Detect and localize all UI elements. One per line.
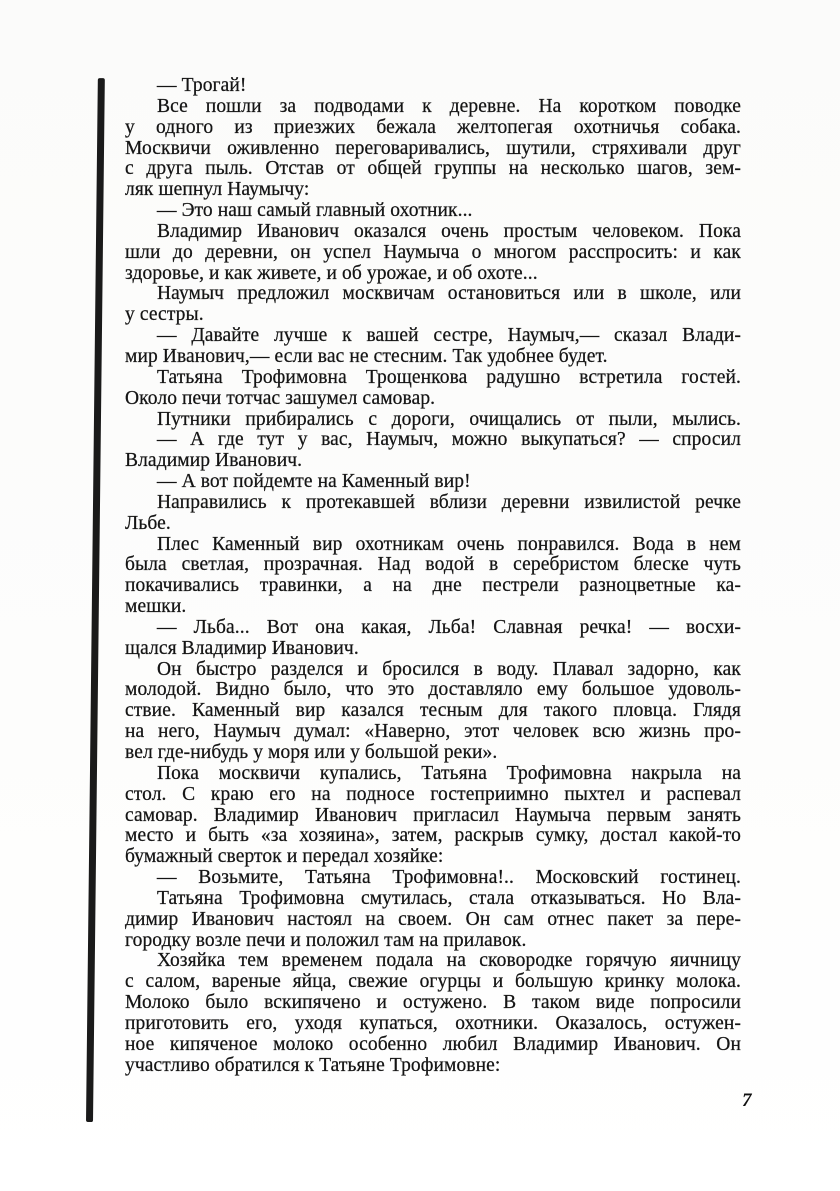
text-line: Плес Каменный вир охотникам очень понравился. Вода в нем	[157, 533, 741, 555]
text-line: Хозяйка тем временем подала на сковородке горячую яичницу	[157, 950, 741, 972]
text-line: Около печи тотчас зашумел самовар.	[125, 387, 436, 409]
text-line: у одного из приезжих бежала желтопегая охотничья собака.	[125, 116, 741, 138]
text-line: ляк шепнул Наумычу:	[125, 179, 310, 201]
text-line: Татьяна Трофимовна смутилась, стала отказываться. Но Вла-	[157, 887, 741, 909]
text-line: молодой. Видно было, что это доставляло ему большое удоволь-	[125, 679, 741, 701]
text-line: шли до деревни, он успел Наумыча о многом расспросить: и как	[125, 241, 741, 263]
text-line: Пока москвичи купались, Татьяна Трофимовна накрыла на	[157, 762, 741, 784]
text-line: — А вот пойдемте на Каменный вир!	[157, 471, 471, 493]
text-line: здоровье, и как живете, и об урожае, и об охоте...	[125, 262, 538, 284]
text-line: Москвичи оживленно переговаривались, шутили, стряхивали друг	[125, 137, 741, 159]
text-line: с салом, вареные яйца, свежие огурцы и большую кринку молока.	[125, 971, 741, 993]
text-line: Направились к протекавшей вблизи деревни извилистой речке	[157, 491, 741, 513]
text-line: — А где тут у вас, Наумыч, можно выкупаться? — спросил	[157, 429, 741, 451]
text-line: приготовить его, уходя купаться, охотники. Оказалось, остужен-	[125, 1012, 741, 1034]
text-line: на него, Наумыч думал: «Наверно, этот человек всю жизнь про-	[125, 721, 741, 743]
text-line: мешки.	[125, 596, 187, 618]
text-line: Наумыч предложил москвичам остановиться или в школе, или	[157, 283, 741, 305]
text-line: Льбе.	[125, 512, 171, 534]
text-line: стол. С краю его на подносе гостеприимно пыхтел и распевал	[125, 783, 741, 805]
page-text	[125, 76, 741, 1077]
text-line: Все пошли за подводами к деревне. На коротком поводке	[157, 95, 741, 117]
text-line: Владимир Иванович.	[125, 450, 303, 472]
text-line: — Давайте лучше к вашей сестре, Наумыч,— сказал Влади-	[157, 325, 741, 347]
text-line: городку возле печи и положил там на прилавок.	[125, 929, 527, 951]
text-line: Он быстро разделся и бросился в воду. Плавал задорно, как	[157, 658, 741, 680]
text-line: ствие. Каменный вир казался тесным для такого пловца. Глядя	[125, 700, 741, 722]
text-line: самовар. Владимир Иванович пригласил Наумыча первым занять	[125, 804, 741, 826]
text-line: вел где-нибудь у моря или у большой реки».	[125, 742, 498, 763]
text-line: у сестры.	[125, 304, 204, 326]
scan-gutter-line	[86, 78, 105, 1122]
text-line: ное кипяченое молоко особенно любил Владимир Иванович. Он	[125, 1033, 741, 1055]
text-line: была светлая, прозрачная. Над водой в серебристом блеске чуть	[125, 554, 741, 576]
text-line: покачивались травинки, а на дне пестрели разноцветные ка-	[125, 575, 741, 597]
text-line: димир Иванович настоял на своем. Он сам отнес пакет за пере-	[125, 908, 741, 930]
text-line: место и быть «за хозяина», затем, раскрыв сумку, достал какой-то	[125, 825, 741, 847]
text-line: участливо обратился к Татьяне Трофимовне:	[125, 1054, 501, 1076]
text-line: Татьяна Трофимовна Трощенкова радушно встретила гостей.	[157, 366, 741, 388]
text-line: Молоко было вскипячено и остужено. В таком виде попросили	[125, 992, 741, 1014]
text-line: Путники прибирались с дороги, очищались от пыли, мылись.	[157, 408, 741, 430]
page-number: 7	[742, 1090, 752, 1111]
text-line: — Это наш самый главный охотник...	[157, 200, 473, 222]
text-line: — Возьмите, Татьяна Трофимовна!.. Московский гостинец.	[157, 867, 741, 889]
text-line: — Трогай!	[157, 75, 247, 96]
text-line: с друга пыль. Отстав от общей группы на несколько шагов, зем-	[125, 158, 741, 180]
text-line: Владимир Иванович оказался очень простым человеком. Пока	[157, 220, 741, 242]
text-line: — Льба... Вот она какая, Льба! Славная речка! — восхи-	[157, 616, 741, 638]
text-line: щался Владимир Иванович.	[125, 637, 359, 659]
text-line: бумажный сверток и передал хозяйке:	[125, 846, 444, 868]
text-line: мир Иванович,— если вас не стесним. Так удобнее будет.	[125, 345, 608, 367]
